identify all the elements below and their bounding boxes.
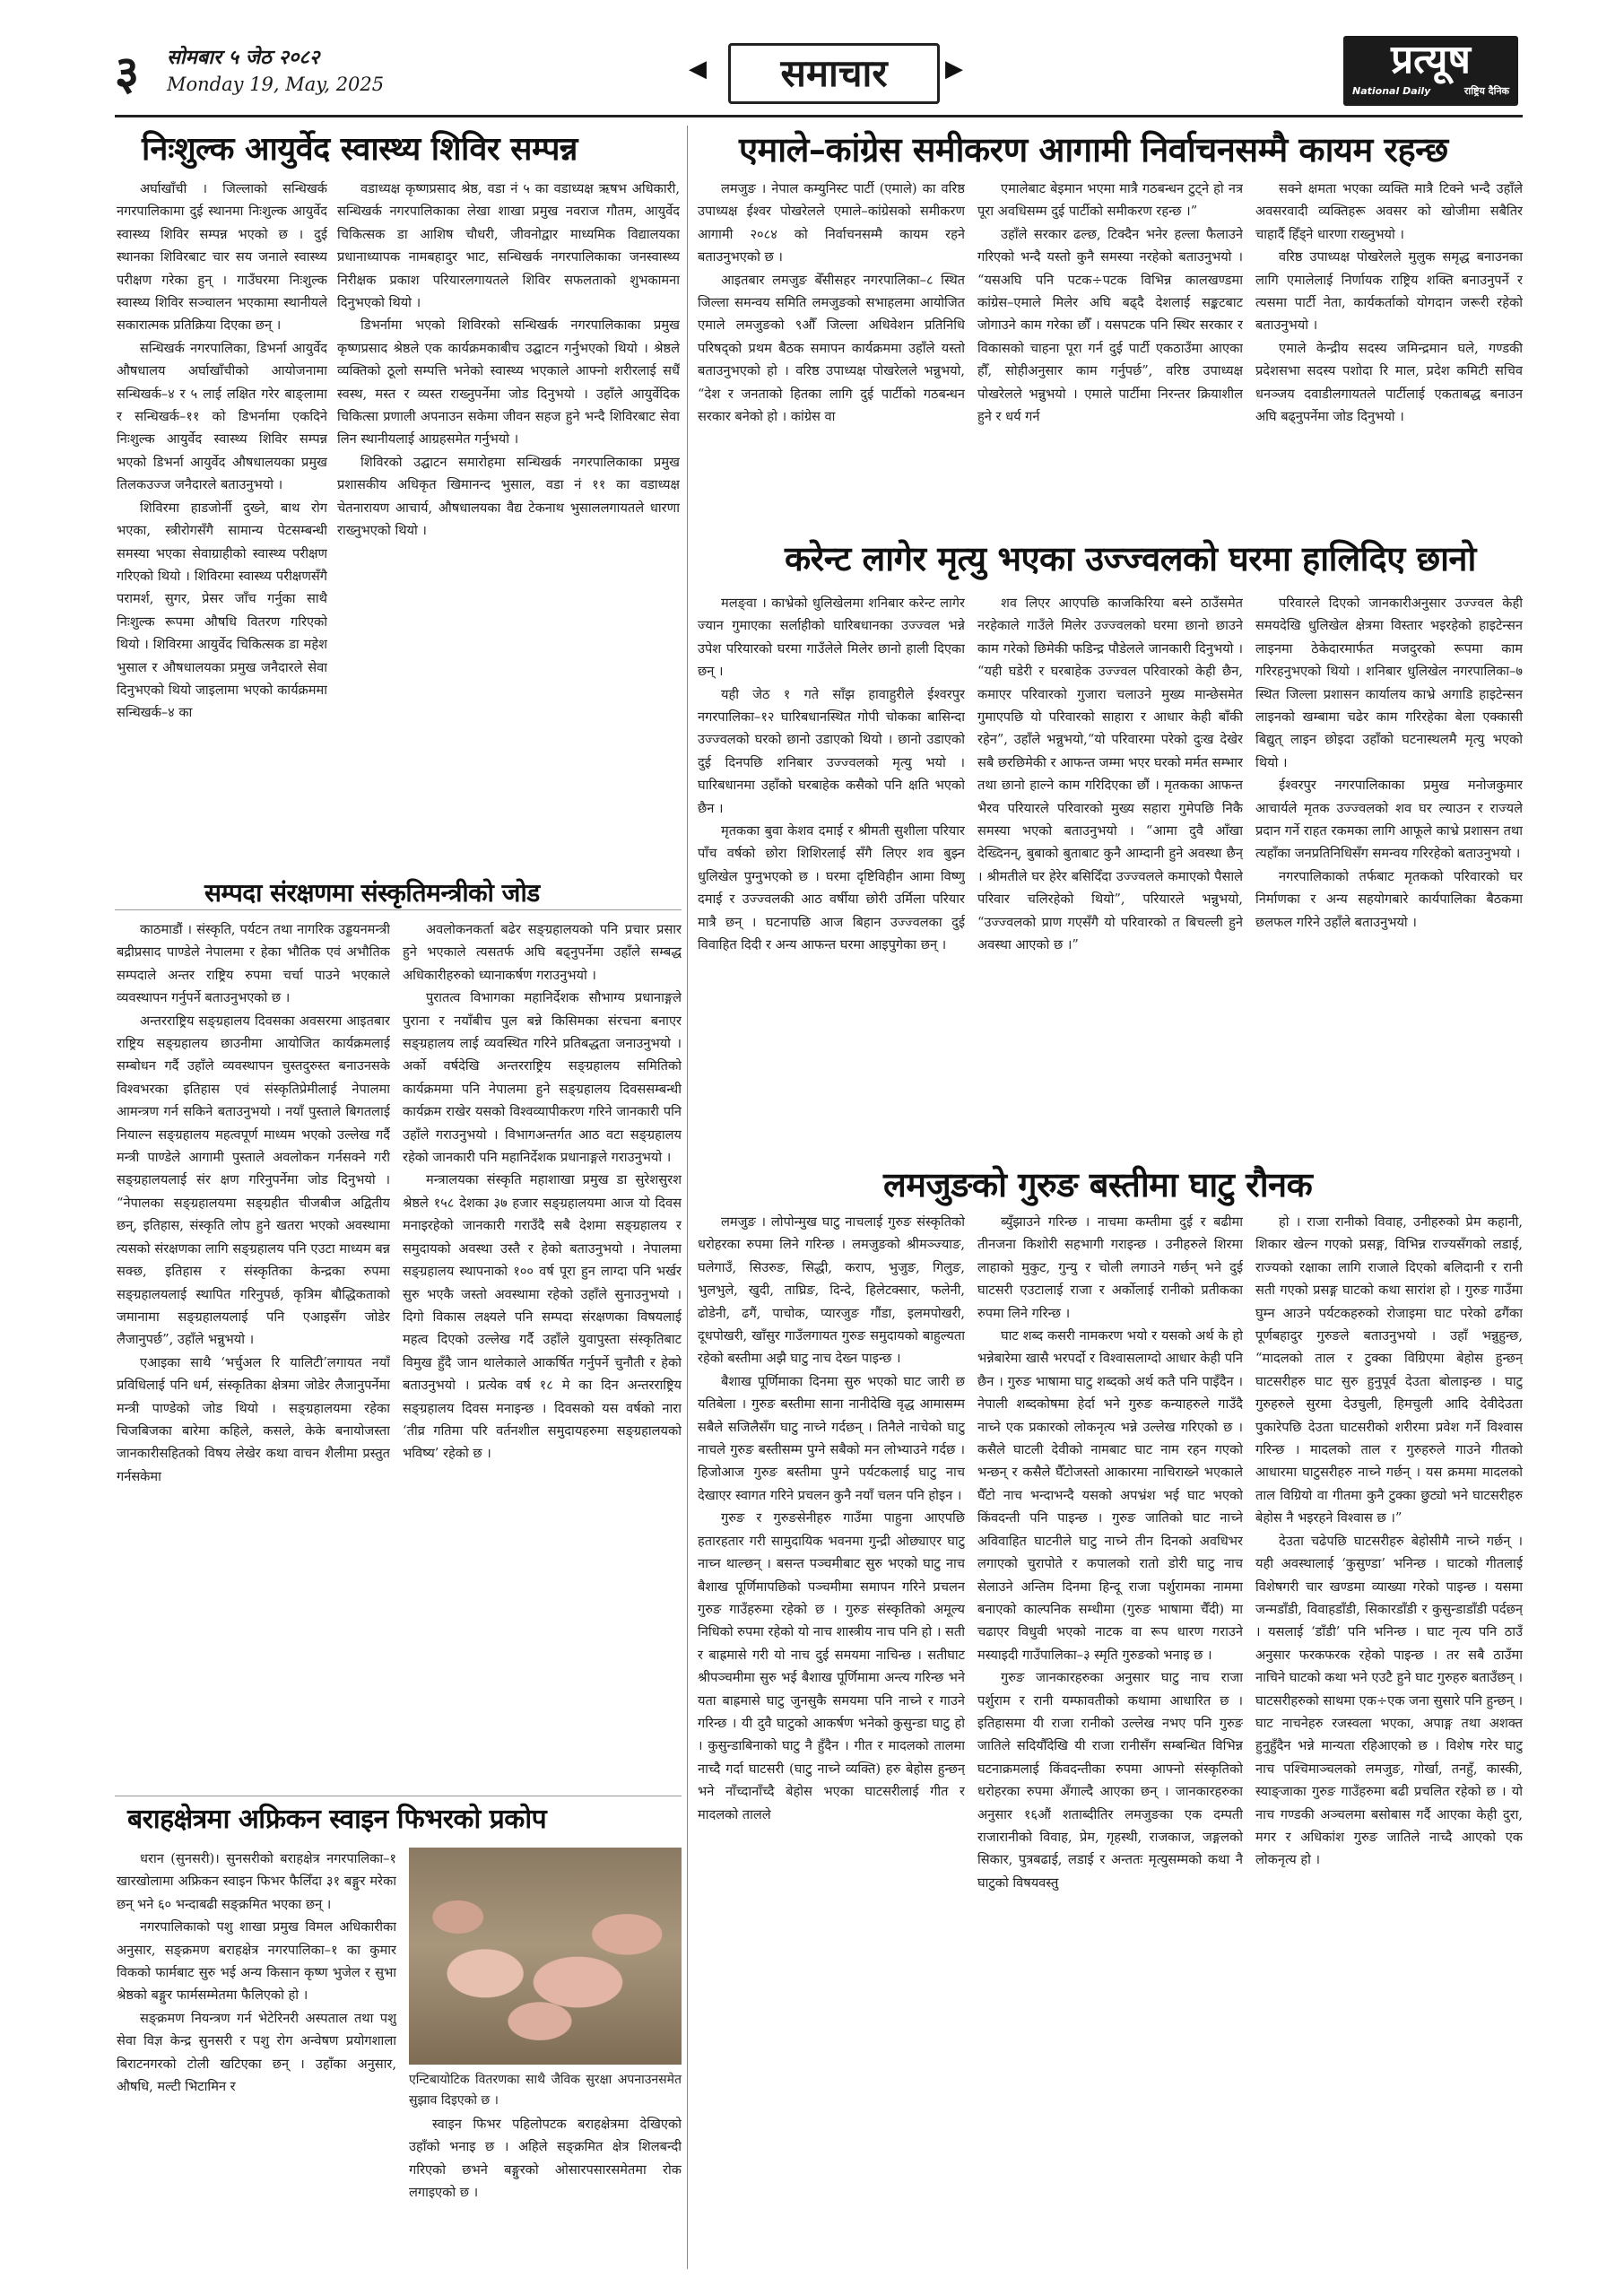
alliance-col-2: एमालेबाट बेइमान भएमा मात्रै गठबन्धन टुट्ने हो नत्र पूरा अवधिसम्म दुई पार्टीको समीकरण रहन्छ ।” उहाँले सरकार ढल्छ, टिक्दैन भनेर हल्ला फैलाउने गरिएको भन्दै यस्तो कुनै समस्या नरहेको बताउनुभयो । “यसअघि पनि पटक÷पटक विभिन्न कालखण्डमा कांग्रेस–एमाले मिलेर अघि बढ्दै देशलाई सङ्कटबाट जोगाउने काम गरेका छौँ । यसपटक पनि स्थिर सरकार र विकासको चाहना पूरा गर्न दुई पार्टी एकठाउँमा आएका हौँ, सोहीअनुसार काम गर्नुपर्छ”, वरिष्ठ उपाध्यक्ष पोखरेलले भन्नुभयो । एमाले पार्टीमा निरन्तर क्रियाशील हुने र धर्य गर्न <box>977 181 1243 425</box>
ayurveda-col-1: अर्घाखाँची । जिल्लाको सन्धिखर्क नगरपालिकामा दुई स्थानमा निःशुल्क आयुर्वेद स्वास्थ्य शिविर सम्पन्न भएको छ । दुई स्थानका शिविरबाट चार सय जनाले स्वास्थ्य परीक्षण गरेका हुन् । गाउँघरमा निःशुल्क स्वास्थ्य शिविर सञ्चालन भएकामा स्थानीयले सकारात्मक प्रतिक्रिया दिएका छन् । सन्धिखर्क नगरपालिका, डिभर्ना आयुर्वेद औषधालय अर्घाखाँचीको आयोजनामा सन्धिखर्क–४ र ५ लाई लक्षित गरेर बाङ्लामा र सन्धिखर्क–११ को डिभर्नामा एकदिने निःशुल्क आयुर्वेद स्वास्थ्य शिविर सम्पन्न भएको डिभर्ना आयुर्वेद औषधालयका प्रमुख तिलकउज्ज जनैदारले बताउनुभयो । शिविरमा हाडजोर्नी दुख्ने, बाथ रोग भएका, स्त्रीरोगसँगै सामान्य पेटसम्बन्धी समस्या भएका सेवाग्राहीको स्वास्थ्य परीक्षण गरिएको थियो । शिविरमा स्वास्थ्य परीक्षणसँगै परामर्श, सुगर, प्रेसर जाँच गर्नुका साथै निःशुल्क रूपमा औषधि वितरण गरिएको थियो । शिविरमा आयुर्वेद चिकित्सक डा महेश भुसाल र औषधालयका प्रमुख जनैदारले सेवा दिनुभएको थियो जाइलामा भएको कार्यक्रममा सन्धिखर्क–४ का <box>117 181 327 721</box>
newspaper-logo <box>1343 36 1518 106</box>
masthead-rule <box>115 115 1523 117</box>
electrocution-col-2: शव लिएर आएपछि काजकिरिया बस्ने ठाउँसमेत नरहेकाले गाउँले मिलेर उज्ज्वलको घरमा छानो छाउने काम गरेको छिमेकी फडिन्द्र पौडेलले जानकारी दिनुभयो । “यही घडेरी र घरबाहेक उज्ज्वल परिवारको केही छैन, कमाएर परिवारको गुजारा चलाउने मुख्य मान्छेसमेत गुमाएपछि यो परिवारको साहारा र आधार केही बाँकी रहेन”, उहाँले भन्नुभयो,“यो परिवारमा परेको दुःख देखेर सबै छरछिमेकी र आफन्त जम्मा भएर घरको मर्मत सम्भार तथा छानो हाल्ने काम गरिदिएका छौं । मृतकका आफन्त भैरव परियारले परिवारको मुख्य सहारा गुमेपछि निकै समस्या भएको बताउनुभयो । “आमा दुवै आँखा देख्दिनन्, बुबाको बुताबाट कुनै आम्दानी हुने अवस्था छैन् । श्रीमतीले घर हेरेर बसिदिँदा उज्ज्वलले कमाएको पैसाले परिवार चलिरहेको थियो”, परियारले भन्नुभयो, “उज्ज्वलको प्राण गएसँगै यो परिवारको त बिचल्ली हुने अवस्था आएको छ ।” <box>977 596 1243 953</box>
section-title: समाचार <box>728 43 940 104</box>
headline-electrocution: करेन्ट लागेर मृत्यु भएका उज्ज्वलको घरमा हालिदिए छानो <box>785 539 1476 578</box>
headline-swine: बराहक्षेत्रमा अफ्रिकन स्वाइन फिभरको प्रकोप <box>127 1804 547 1835</box>
logo-wordmark: प्रत्यूष <box>1391 37 1471 83</box>
museum-top-rule <box>115 909 682 910</box>
page-number: ३ <box>115 46 140 100</box>
logo-sub-english: National Daily <box>1352 85 1431 97</box>
ghatu-col-1: लमजुङ । लोपोन्मुख घाटु नाचलाई गुरुङ संस्कृतिको धरोहरका रुपमा लिने गरिन्छ । लमजुङको श्रीमञ्ज्याङ, घलेगाउँ, सिउरुङ, सिद्धी, कराप, भुजुङ, गिलुङ, भुलभुले, खुदी, ताघ्रिङ, दिन्दे, हिलेटक्सार, फलेनी, ढोडेनी, ढगैं, पाचोक, प्यारजुङ गौंडा, इलमपोखरी, दूधपोखरी, खाँसुर गाउँलगायत गुरुङ समुदायको बाहुल्यता रहेको बस्तीमा अझै घाटु नाच देख्न पाइन्छ । बैशाख पूर्णिमाका दिनमा सुरु भएको घाट जारी छ यतिबेला । गुरुङ बस्तीमा साना नानीदेखि वृद्ध आमासम्म सबैले सजिलैसँग घाटु नाच्ने गर्दछन् । तिनैले नाचेको घाटु नाचले गुरुङ बस्तीसम्म पुग्ने सबैको मन लोभ्याउने गर्दछ । हिजोआज गुरुङ बस्तीमा पुग्ने पर्यटकलाई घाटु नाच देखाएर स्वागत गरिने प्रचलन कुनै नयाँ चलन पनि होइन । गुरुङ र गुरुङसेनीहरु गाउँमा पाहुना आएपछि हतारहतार गरी सामुदायिक भवनमा गुन्द्री ओछ्याएर घाटु नाच्न थाल्छन् । बसन्त पञ्चमीबाट सुरु भएको घाटु नाच बैशाख पूर्णिमापछिको पञ्चमीमा समापन गरिने प्रचलन गुरुङ गाउँहरुमा रहेको छ । गुरुङ संस्कृतिको अमूल्य निधिको रुपमा रहेको यो नाच शास्त्रीय नाच पनि हो । सती र बाह्रमासे गरी यो नाच दुई समयमा नाचिन्छ । सतीघाट श्रीपञ्चमीमा सुरु भई बैशाख पूर्णिमामा अन्त्य गरिन्छ भने यता बाह्रमासे घाटु जुनसुकै समयमा पनि नाच्ने र गाउने गरिन्छ । यी दुवै घाटुको आकर्षण भनेको कुसुन्डा घाटु हो । कुसुन्डाबिनाको घाटु नै हुँदैन । गीत र मादलको तालमा नाच्दै गर्दा घाटसरी (घाटु नाच्ने व्यक्ति) हरु बेहोस हुन्छन् भने नाँच्दानाँच्दै बेहोस भएका घाटसरीलाई गीत र मादलको तालले <box>698 1214 965 1822</box>
date-english: Monday 19, May, 2025 <box>167 74 385 95</box>
headline-museum: सम्पदा संरक्षणमा संस्कृतिमन्त्रीको जोड <box>204 878 540 908</box>
ayurveda-col-2: वडाध्यक्ष कृष्णप्रसाद श्रेष्ठ, वडा नं ५ का वडाध्यक्ष ऋषभ अधिकारी, सन्धिखर्क नगरपालिकाका लेखा शाखा प्रमुख नवराज गौतम, आयुर्वेद चिकित्सक डा आशिष चौधरी, जीवनोद्वार माध्यमिक विद्यालयका प्रधानाध्यापक नामबहादुर भाट, सन्धिखर्क नगरपालिकाका जनस्वास्थ्य निरीक्षक प्रकाश परियारलगायतले शिविर सफलताको शुभकामना दिनुभएको थियो । डिभर्नामा भएको शिविरको सन्धिखर्क नगरपालिकाका प्रमुख कृष्णप्रसाद श्रेष्ठले एक कार्यक्रमकाबीच उद्घाटन गर्नुभएको थियो । श्रेष्ठले व्यक्तिको ठूलो सम्पत्ति भनेको स्वास्थ्य भएकाले आफ्नो शरीरलाई सधैँ स्वस्थ, मस्त र व्यस्त राख्नुपर्नेमा जोड दिनुभयो । उहाँले आयुर्वेदिक चिकित्सा प्रणाली अपनाउन सकेमा जीवन सहज हुने भन्दै शिविरबाट सेवा लिन स्थानीयलाई आग्रहसमेत गर्नुभयो । शिविरको उद्घाटन समारोहमा सन्धिखर्क नगरपालिकाका प्रमुख प्रशासकीय अधिकृत खिमानन्द भुसाल, वडा नं ११ का वडाध्यक्ष चेतनारायण आचार्य, औषधालयका वैद्य टेकनाथ भुसाललगायतले धारणा राख्नुभएको थियो । <box>337 181 680 539</box>
column-divider <box>687 126 688 2269</box>
section-left-arrow[interactable]: ◀ <box>689 56 707 83</box>
pigs-photo-caption: एन्टिबायोटिक वितरणका साथै जैविक सुरक्षा अपनाउनसमेत सुझाव दिइएको छ । <box>409 2073 682 2108</box>
logo-sub-nepali: राष्ट्रिय दैनिक <box>1463 85 1509 97</box>
headline-alliance: एमाले–कांग्रेस समीकरण आगामी निर्वाचनसम्मै कायम रहन्छ <box>739 130 1448 170</box>
ghatu-col-2: ब्युँझाउने गरिन्छ । नाचमा कम्तीमा दुई र बढीमा तीनजना किशोरी सहभागी गराइन्छ । उनीहरुले शिरमा लाहाको मुकुट, गुन्यु र चोली लगाउने गर्छन् भने दुई घाटसरी एउटालाई राजा र अर्कोलाई रानीको प्रतीकका रुपमा लिने गरिन्छ । घाट शब्द कसरी नामकरण भयो र यसको अर्थ के हो भन्नेबारेमा खासै भरपर्दो र विश्वासलाग्दो आधार केही पनि छैन । गुरुङ भाषामा घाटु शब्दको अर्थ कतै पनि पाइँदैन । नेपाली शब्दकोषमा हेर्दा भने गुरुङ कन्याहरुले गाउँदै नाच्ने एक प्रकारको लोकनृत्य भन्ने उल्लेख गरिएको छ । कसैले घाटली देवीको नामबाट घाट नाम रहन गएको भन्छन् र कसैले घैँटोजस्तो आकारमा नाचिराख्ने भएकाले घैँटो नाच भन्दाभन्दै यसको अपभ्रंश भई घाट भएको किंवदन्ती पनि पाइन्छ । गुरुङ जातिको घाट नाच्ने अविवाहित घाटनीले घाटु नाच्ने तीन दिनको अवधिभर लगाएको चुरापोते र कपालको रातो डोरी घाटु नाच सेलाउने अन्तिम दिनमा हिन्दू राजा पर्शुरामका नाममा बनाएको काल्पनिक सम्धीमा (गुरुङ भाषामा चैँदी) मा चढाएर विधुवी भएको नाटक वा रूप धारण गराउने मस्याइदी गाउँपालिका–३ स्मृति गुरुङको भनाइ छ । गुरुङ जानकारहरुका अनुसार घाटु नाच राजा पर्शुराम र रानी यम्फावतीको कथामा आधारित छ । इतिहासमा यी राजा रानीको उल्लेख नभए पनि गुरुङ जातिले सदियौँदेखि यी राजा रानीसँग सम्बन्धित विभिन्न घटनाक्रमलाई किंवदन्तीका रुपमा आफ्नो संस्कृतिको धरोहरका रुपमा अँगाल्दै आएका छन् । जानकारहरुका अनुसार १६औं शताब्दीतिर लमजुङका एक दम्पती राजारानीको विवाह, प्रेम, गृहस्थी, राजकाज, जङ्गलको सिकार, पुत्रबढाई, लडाई र अन्ततः मृत्युसम्मको कथा नै घाटुको विषयवस्तु <box>977 1214 1243 1891</box>
museum-col-1: काठमाडौं । संस्कृति, पर्यटन तथा नागरिक उड्डयनमन्त्री बद्रीप्रसाद पाण्डेले नेपालमा र हेका भौतिक एवं अभौतिक सम्पदाले अन्तर राष्ट्रिय रुपमा चर्चा पाउने भएकाले व्यवस्थापन गर्नुपर्ने बताउनुभएको छ । अन्तरराष्ट्रिय सङ्ग्रहालय दिवसका अवसरमा आइतबार राष्ट्रिय सङ्ग्रहालय छाउनीमा आयोजित कार्यक्रमलाई सम्बोधन गर्दै उहाँले व्यवस्थापन चुस्तदुरुस्त बनाउनसके विश्वभरका इतिहास एवं संस्कृतिप्रेमीलाई नेपालमा आमन्त्रण गर्न सकिने बताउनुभयो । नयाँ पुस्ताले बिगतलाई नियाल्न सङ्ग्रहालय महत्वपूर्ण माध्यम भएको उल्लेख गर्दै मन्त्री पाण्डेले आगामी पुस्ताले अवलोकन गर्नसक्ने गरी सङ्ग्रहालयलाई संर क्षण गरिनुपर्नेमा जोड दिनुभयो । “नेपालका सङ्ग्रहालयमा सङ्ग्रहीत चीजबीज अद्वितीय छन्, इतिहास, संस्कृति लोप हुने खतरा भएको अवस्थामा त्यसको संरक्षणका लागि सङ्ग्रहालय पनि एउटा माध्यम बन्न सक्छ, इतिहास र संस्कृतिका केन्द्रका रुपमा सङ्ग्रहालयलाई स्थापित गरिनुपर्छ, कृत्रिम बौद्धिकताको जमानामा सङ्ग्रहालयलाई पनि एआइसँग जोडेर लैजानुपर्छ”, उहाँले भन्नुभयो । एआइका साथै ‘भर्चुअल रि यालिटी’लगायत नयाँ प्रविधिलाई पनि धर्म, संस्कृतिका क्षेत्रमा जोडेर लैजानुपर्नेमा मन्त्री पाण्डेको जोड थियो । सङ्ग्रहालयमा रहेका चिजबिजका बारेमा कहिले, कसले, केके बनायोजस्ता जानकारीसहितको विषय लेखेर कथा वाचन शैलीमा प्रस्तुत गर्नसकेमा <box>117 922 390 1484</box>
alliance-col-3: सक्ने क्षमता भएका व्यक्ति मात्रै टिक्ने भन्दै उहाँले अवसरवादी व्यक्तिहरू अवसर को खोजीमा सबैतिर चाहार्दै हिँड्ने धारणा राख्नुभयो । वरिष्ठ उपाध्यक्ष पोखरेलले मुलुक समृद्ध बनाउनका लागि एमालेलाई निर्णायक राष्ट्रिय शक्ति बनाउनुपर्ने र त्यसमा पार्टी नेता, कार्यकर्ताको योगदान जरूरी रहेको बताउनुभयो । एमाले केन्द्रीय सदस्य जमिन्द्रमान घले, गण्डकी प्रदेशसभा सदस्य पशोदा रि माल, प्रदेश कमिटी सचिव धनञ्जय दवाडीलगायतले पार्टीलाई एकताबद्ध बनाउन अघि बढ्नुपर्नेमा जोड दिनुभयो । <box>1255 181 1523 425</box>
headline-ayurveda: निःशुल्क आयुर्वेद स्वास्थ्य शिविर सम्पन्न <box>142 131 578 168</box>
date-nepali: सोमबार ५ जेठ २०८२ <box>167 47 320 69</box>
electrocution-col-3: परिवारले दिएको जानकारीअनुसार उज्ज्वल केही समयदेखि धुलिखेल क्षेत्रमा विस्तार भइरहेको हाइटेन्सन लाइनमा ठेकेदारमार्फत मजदुरको रूपमा काम गरिरहनुभएको थियो । शनिबार धुलिखेल नगरपालिका–७ स्थित जिल्ला प्रशासन कार्यालय काभ्रे अगाडि हाइटेन्सन लाइनको खम्बामा चढेर काम गरिरहेका बेला एक्कासी बिद्युत् लाइन छोइदा उहाँको घटनास्थलमै मृत्यु भएको थियो । ईश्वरपुर नगरपालिकाका प्रमुख मनोजकुमार आचार्यले मृतक उज्ज्वलको शव घर ल्याउन र राज्यले प्रदान गर्ने राहत रकमका लागि आफूले काभ्रे प्रशासन तथा त्यहाँका जनप्रतिनिधिसँग समन्वय गरिरहेको बताउनुभयो । नगरपालिकाको तर्फबाट मृतकको परिवारको घर निर्माणका र अन्य सहयोगबारे कार्यपालिका बैठकमा छलफल गरिने उहाँले बताउनुभयो । <box>1255 596 1523 930</box>
alliance-col-1: लमजुङ । नेपाल कम्युनिस्ट पार्टी (एमाले) का वरिष्ठ उपाध्यक्ष ईश्वर पोखरेलले एमाले–कांग्रेसको समीकरण आगामी २०८४ को निर्वाचनसम्मै कायम रहने बताउनुभएको छ । आइतबार लमजुङ बेँसीसहर नगरपालिका–८ स्थित जिल्ला समन्वय समिति लमजुङको सभाहलमा आयोजित एमाले लमजुङको ९औँ जिल्ला अधिवेशन प्रतिनिधि परिषद्को प्रथम बैठक समापन कार्यक्रममा उहाँले यस्तो बताउनुभएको हो । वरिष्ठ उपाध्यक्ष पोखरेलले भन्नुभयो, “देश र जनताको हितका लागि दुई पार्टीको गठबन्धन सरकार बनेको हो । कांग्रेस वा <box>698 181 965 425</box>
section-right-arrow[interactable]: ▶ <box>945 56 963 83</box>
ghatu-col-3: हो । राजा रानीको विवाह, उनीहरुको प्रेम कहानी, शिकार खेल्न गएको प्रसङ्ग, विभिन्न राज्यसँगको लडाई, राज्यको रक्षाका लागि राजाले दिएको बलिदानी र रानी सती गएको प्रसङ्ग घाटको कथा सारांश हो । गुरुङ गाउँमा घुम्न आउने पर्यटकहरुको रोजाइमा घाट परेको ढगैंका पूर्णबहादुर गुरुङले बताउनुभयो । उहाँ भन्नुहुन्छ, “मादलको ताल र टुक्का विग्रिएमा बेहोस हुन्छन् घाटसरीहरु घाट सुरु हुनुपूर्व देउता बोलाइन्छ । घाटु गुरुहरुले सुरमा देउचुली, हिमचुली आदि देवीदेउता पुकारेपछि देउता घाटसरीको शरीरमा प्रवेश गर्ने विश्वास गरिन्छ । मादलको ताल र गुरुहरुले गाउने गीतको आधारमा घाटुसरीहरु नाच्ने गर्छन् । यस क्रममा मादलको ताल विग्रियो वा गीतमा कुनै टुक्का छुट्यो भने घाटसरीहरु बेहोस नै भइरहने विश्वास छ ।” देउता चढेपछि घाटसरीहरु बेहोसीमै नाच्ने गर्छन् । यही अवस्थालाई ‘कुसुण्डा’ भनिन्छ । घाटको गीतलाई विशेषगरी चार खण्डमा व्याख्या गरेको पाइन्छ । यसमा जन्मडाँडी, विवाहडाँडी, सिकारडाँडी र कुसुन्डाडाँडी पर्दछन् । यसलाई ‘डाँडी’ पनि भनिन्छ । घाट नृत्य पनि ठाउँ अनुसार फरकफरक रहेको पाइन्छ । तर सबै ठाउँमा नाचिने घाटको कथा भने एउटै हुने घाट गुरुहरु बताउँछन् । घाटसरीहरुको साथमा एक÷एक जना सुसारे पनि हुन्छन् । घाट नाचनेहरु रजस्वला भएका, अपाङ्ग तथा अशक्त हुनुहुँदैन भन्ने मान्यता रहिआएको छ । विशेष गरेर घाटु नाच पश्चिमाञ्चलको लमजुङ, गोर्खा, तनहुँ, कास्की, स्याङ्जाका गुरुङ गाउँहरुमा बढी प्रचलित रहेको छ । यो नाच गण्डकी अञ्चलमा बसोबास गर्दै आएका केही दुरा, मगर र अधिकांश गुरुङ जातिले नाच्दै आएको एक लोकनृत्य हो । <box>1255 1214 1523 1868</box>
swine-col-1: धरान (सुनसरी)। सुनसरीको बराहक्षेत्र नगरपालिका–१ खारखोलामा अफ्रिकन स्वाइन फिभर फैलिँदा ३१ बङ्गुर मरेका छन् भने ६० भन्दाबढी सङ्क्रमित भएका छन् । नगरपालिकाको पशु शाखा प्रमुख विमल अधिकारीका अनुसार, सङ्क्रमण बराहक्षेत्र नगरपालिका–१ का कुमार विकको फार्मबाट सुरु भई अन्य किसान कृष्ण भुजेल र सुभा श्रेष्ठको बङ्गुर फार्मसम्मेतमा फैलिएको हो । सङ्क्रमण नियन्त्रण गर्न भेटेरिनरी अस्पताल तथा पशु सेवा विज्ञ केन्द्र सुनसरी र पशु रोग अन्वेषण प्रयोगशाला बिराटनगरको टोली खटिएका छन् । उहाँका अनुसार, औषधि, मल्टी भिटामिन र <box>117 1851 396 2095</box>
masthead <box>115 36 1523 117</box>
swine-col-2: स्वाइन फिभर पहिलोपटक बराहक्षेत्रमा देखिएको उहाँको भनाइ छ । अहिले सङ्क्रमित क्षेत्र शिलबन्दी गरिएको छभने बङ्गुरको ओसारपसारसमेतमा रोक लगाइएको छ । <box>409 2117 682 2201</box>
museum-col-2: अवलोकनकर्ता बढेर सङ्ग्रहालयको पनि प्रचार प्रसार हुने भएकाले त्यसतर्फ अघि बढ्नुपर्नेमा उहाँले सम्बद्ध अधिकारीहरुको ध्यानाकर्षण गराउनुभयो । पुरातत्व विभागका महानिर्देशक सौभाग्य प्रधानाङ्गले पुराना र नयाँबीच पुल बन्ने किसिमका संरचना बनाएर सङ्ग्रहालय लाई व्यवस्थित गरिने प्रतिबद्धता जनाउनुभयो । अर्को वर्षदेखि अन्तरराष्ट्रिय सङ्ग्रहालय समितिको कार्यक्रममा पनि नेपालमा हुने सङ्ग्रहालय दिवससम्बन्धी कार्यक्रम राखेर यसको विश्वव्यापीकरण गरिने जानकारी पनि उहाँले गराउनुभयो । विभागअन्तर्गत आठ वटा सङ्ग्रहालय रहेको जानकारी पनि महानिर्देशक प्रधानाङ्गले गराउनुभयो । मन्त्रालयका संस्कृति महाशाखा प्रमुख डा सुरेशसुरश श्रेष्ठले १५८ देशका ३७ हजार सङ्ग्रहालयमा आज यो दिवस मनाइरहेको जानकारी गराउँदै सबै देशमा सङ्ग्रहालय र समुदायको अवस्था उस्तै र हेको बताउनुभयो । नेपालमा सङ्ग्रहालय स्थापनाको १०० वर्ष पूरा हुन लाग्दा पनि भर्खर सुरु भएकै जस्तो अवस्थामा रहेको उहाँले सुनाउनुभयो । दिगो विकास लक्ष्यले पनि सम्पदा संरक्षणका विषयलाई महत्व दिएको उल्लेख गर्दै उहाँले युवापुस्ता संस्कृतिबाट विमुख हुँदै जान थालेकाले आकर्षित गर्नुपर्ने चुनौती र हेको बताउनुभयो । प्रत्येक वर्ष १८ मे का दिन अन्तरराष्ट्रिय सङ्ग्रहालय दिवस मनाइन्छ । दिवसको यस वर्षको नारा ‘तीव्र गतिमा परि वर्तनशील समुदायहरुमा सङ्ग्रहालयको भविष्य’ रहेको छ । <box>403 922 682 1462</box>
headline-ghatu: लमजुङको गुरुङ बस्तीमा घाटु रौनक <box>883 1165 1313 1205</box>
electrocution-col-1: मलङ्वा । काभ्रेको धुलिखेलमा शनिबार करेन्ट लागेर ज्यान गुमाएका सर्लाहीको घारिबधानका उज्ज्वल भन्ने उपेश परियारको घरमा गाउँलेले मिलेर छानो हाली दिएका छन् । यही जेठ १ गते साँझ हावाहुरीले ईश्वरपुर नगरपालिका–१२ घारिबधानस्थित गोपी चोकका बासिन्दा उज्ज्वलको घरको छानो उडाएको थियो । छानो उडाएको दुई दिनपछि शनिबार उज्ज्वलको मृत्यु भयो । घारिबधानमा उहाँको घरबाहेक कसैको पनि क्षति भएको छैन । मृतकका बुवा केशव दमाई र श्रीमती सुशीला परियार पाँच वर्षको छोरा शिशिरलाई सँगै लिएर शव बुझ्न धुलिखेल पुग्नुभएको छ । घरमा दृष्टिविहीन आमा विष्णु दमाई र उज्ज्वलकी आठ वर्षीया छोरी उर्मिला परियार मात्रै छन् । घटनापछि आज बिहान उज्ज्वलका दुई विवाहित दिदी र अन्य आफन्त घरमा आइपुगेका छन् । <box>698 596 965 953</box>
pigs-photo <box>409 1848 682 2065</box>
